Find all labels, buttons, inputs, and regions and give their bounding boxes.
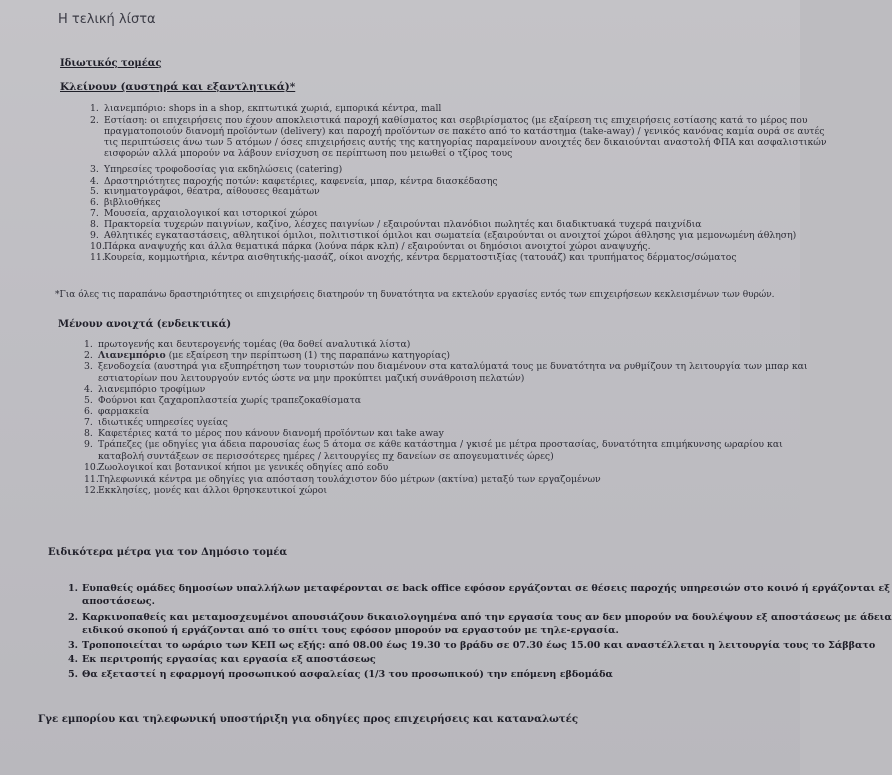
list-item-text: Τηλεφωνικά κέντρα με οδηγίες για απόσταση τουλάχιστον δύο μέτρων (ακτίνα) μεταξύ των εργαζομένων: [98, 474, 601, 485]
list-item: [68, 654, 376, 665]
public-sector-heading: Ειδικότερα μέτρα για τον Δημόσιο τομέα: [48, 547, 288, 558]
list-item-text: (με εξαίρεση την περίπτωση (1) της παραπάνω κατηγορίας): [165, 350, 451, 361]
list-item-text: τις περιπτώσεις άνω των 5 ατόμων / όσες επιχειρήσεις αυτής της κατηγορίας παραμείνουν ανοιχτές δεν δικαιούνται αναστολή ΦΠΑ και ασφαλιστικών: [104, 137, 827, 148]
list-item-text: Πάρκα αναψυχής και άλλα θεματικά πάρκα (λούνα πάρκ κλπ) / εξαιρούνται οι δημόσιοι ανοιχτοί χώροι αναψυχής.: [104, 241, 651, 252]
list-item-number: 9.: [90, 230, 99, 241]
list-item-number: 2.: [84, 350, 93, 361]
list-item-bold-prefix: Λιανεμπόριο: [98, 350, 166, 361]
list-item-text: Εκ περιτροπής εργασίας και εργασία εξ αποστάσεως: [82, 654, 376, 665]
list-item: [68, 640, 875, 651]
list-item-number: 3.: [68, 640, 79, 651]
list-item-number: 2.: [90, 115, 99, 126]
list-item: [104, 137, 827, 148]
footnote: *Για όλες τις παραπάνω δραστηριότητες οι επιχειρήσεις διατηρούν τη δυνατότητα να εκτελούν εργασίες εντός των επιχειρήσεων κεκλεισμένων των θυρών.: [55, 290, 775, 300]
closed-heading: Κλείνουν (αυστηρά και εξαντλητικά)*: [60, 81, 296, 93]
list-item: [82, 625, 619, 636]
list-item: [68, 583, 890, 594]
list-item-number: 1.: [90, 103, 99, 114]
list-item-text: ιδιωτικές υπηρεσίες υγείας: [98, 417, 228, 428]
list-item-number: 10.: [84, 462, 99, 473]
list-item: [84, 439, 783, 450]
list-item-number: 12.: [84, 485, 99, 496]
list-item-text: πρωτογενής και δευτερογενής τομέας (θα δοθεί αναλυτικά λίστα): [98, 339, 411, 350]
list-item-number: 1.: [68, 583, 79, 594]
list-item-number: 5.: [90, 186, 99, 197]
list-item-text: Κουρεία, κομμωτήρια, κέντρα αισθητικής-μασάζ, οίκοι ανοχής, κέντρα δερματοστιξίας (τατουάζ) και τρυπήματος δέρματος/σώματος: [104, 252, 737, 263]
list-item: [104, 148, 512, 159]
list-item-number: 7.: [84, 417, 93, 428]
list-item-text: Ευπαθείς ομάδες δημοσίων υπαλλήλων μεταφέρονται σε back office εφόσον εργάζονται σε θέσεις παροχής υπηρεσιών στο κοινό ή εργάζονται εξ: [82, 583, 890, 594]
list-item-number: 11.: [90, 252, 105, 263]
list-item: [104, 126, 824, 137]
page-title: Η τελική λίστα: [58, 12, 156, 27]
list-item-text: εισφορών αλλά μπορούν να λάβουν ενίσχυση σε περίπτωση που μειωθεί ο τζίρος τους: [104, 148, 513, 159]
list-item-text: Εστίαση: οι επιχειρήσεις που έχουν αποκλειστικά παροχή καθίσματος και σερβιρίσματος (με εξαίρεση τις επιχειρήσεις εστίασης κατά το μέρος που: [104, 115, 808, 126]
private-sector-heading: Ιδιωτικός τομέας: [60, 58, 162, 69]
list-item: [90, 252, 737, 263]
list-item-text: ειδικού σκοπού ή εργάζονται από το σπίτι τους εφόσον μπορούν να εργαστούν με τηλε-εργασία.: [82, 625, 619, 636]
list-item-text: Πρακτορεία τυχερών παιγνίων, καζίνο, λέσχες παιγνίων / εξαιρούνται πλανόδιοι πωλητές και διαδικτυακά τυχερά παιχνίδια: [104, 219, 702, 230]
list-item-text: Τροποποιείται το ωράριο των ΚΕΠ ως εξής: από 08.00 έως 19.30 το βράδυ σε 07.30 έως 15.00 και αναστέλλεται η λειτουργία τους το Σάββατο: [82, 640, 876, 651]
open-heading: Μένουν ανοιχτά (ενδεικτικά): [58, 319, 232, 330]
list-item: [90, 164, 342, 175]
list-item-text: ξενοδοχεία (αυστηρά για εξυπηρέτηση των τουριστών που διαμένουν στα καταλύματά τους με δυνατότητα να ρυθμίζουν τη λειτουργία των μπαρ και: [98, 361, 808, 372]
list-item: [90, 208, 318, 219]
list-item: [84, 474, 601, 485]
list-item-number: 1.: [84, 339, 93, 350]
list-item: [84, 384, 205, 395]
list-item-number: 4.: [84, 384, 93, 395]
list-item-text: φαρμακεία: [98, 406, 150, 417]
list-item-number: 3.: [90, 164, 99, 175]
list-item: [68, 612, 892, 623]
list-item: [90, 241, 651, 252]
list-item-number: 7.: [90, 208, 99, 219]
list-item-text: Ζωολογικοί και βοτανικοί κήποι με γενικές οδηγίες από εοδυ: [98, 462, 389, 473]
list-item-number: 4.: [68, 654, 79, 665]
list-item: [84, 485, 327, 496]
list-item-number: 3.: [84, 361, 93, 372]
list-item-text: εστιατορίων που λειτουργούν εντός ώστε να μην προκύπτει μαζική συνάθροιση πελατών): [98, 373, 525, 384]
list-item-text: Δραστηριότητες παροχής ποτών: καφετέριες, καφενεία, μπαρ, κέντρα διασκέδασης: [104, 176, 498, 187]
list-item: [84, 350, 450, 361]
list-item-number: 4.: [90, 176, 99, 187]
list-item-text: Φούρνοι και ζαχαροπλαστεία χωρίς τραπεζοκαθίσματα: [98, 395, 361, 406]
list-item-number: 11.: [84, 474, 99, 485]
list-item: [90, 103, 441, 114]
list-item: [98, 373, 524, 384]
list-item: [84, 417, 228, 428]
list-item: [90, 230, 796, 241]
list-item-number: 5.: [84, 395, 93, 406]
list-item: [90, 186, 320, 197]
list-item-text: λιανεμπόριο: shops in a shop, εκπτωτικά χωριά, εμπορικά κέντρα, mall: [104, 103, 442, 114]
list-item: [90, 115, 808, 126]
list-item-text: Θα εξεταστεί η εφαρμογή προσωπικού ασφαλείας (1/3 του προσωπικού) την επόμενη εβδομάδα: [82, 669, 613, 680]
list-item: [84, 462, 388, 473]
list-item-text: Μουσεία, αρχαιολογικοί και ιστορικοί χώροι: [104, 208, 318, 219]
list-item-text: λιανεμπόριο τροφίμων: [98, 384, 206, 395]
list-item-text: Καφετέριες κατά το μέρος που κάνουν διανομή προϊόντων και take away: [98, 428, 444, 439]
list-item: [84, 361, 808, 372]
list-item-number: 5.: [68, 669, 79, 680]
list-item: [84, 428, 444, 439]
list-item: [90, 219, 702, 230]
list-item-text: Τράπεζες (με οδηγίες για άδεια παρουσίας έως 5 άτομα σε κάθε κατάστημα / γκισέ με μέτρα προστασίας, δυνατότητα επιμήκυνσης ωραρίου και: [98, 439, 783, 450]
list-item: [82, 596, 155, 607]
list-item-text: κινηματογράφοι, θέατρα, αίθουσες θεαμάτων: [104, 186, 320, 197]
closing-line: Γγε εμπορίου και τηλεφωνική υποστήριξη για οδηγίες προς επιχειρήσεις και καταναλωτές: [38, 713, 579, 725]
list-item-text: βιβλιοθήκες: [104, 197, 161, 208]
list-item-number: 8.: [84, 428, 93, 439]
list-item-text: πραγματοποιούν διανομή προϊόντων (delivery) και παροχή προϊόντων σε πακέτο από το κατάστημα (take-away) / γενικός κανόνας καμία ουρά σε αυτές: [104, 126, 825, 137]
list-item-number: 8.: [90, 219, 99, 230]
list-item: [84, 339, 410, 350]
list-item: [90, 197, 161, 208]
list-item-text: Καρκινοπαθείς και μεταμοσχευμένοι απουσιάζουν δικαιολογημένα από την εργασία τους αν δεν μπορούν να δουλέψουν εξ αποστάσεως με άδεια: [82, 612, 892, 623]
list-item-number: 6.: [90, 197, 99, 208]
list-item: [84, 395, 361, 406]
list-item-text: Εκκλησίες, μονές και άλλοι θρησκευτικοί χώροι: [98, 485, 327, 496]
list-item-text: Υπηρεσίες τροφοδοσίας για εκδηλώσεις (catering): [104, 164, 343, 175]
list-item: [68, 669, 613, 680]
list-item-number: 2.: [68, 612, 79, 623]
list-item: [84, 406, 149, 417]
list-item-text: αποστάσεως.: [82, 596, 155, 607]
list-item-text: καταβολή συντάξεων σε περισσότερες ημέρες / λειτουργίες πχ δανείων σε απογευματινές ώρες): [98, 451, 554, 462]
list-item-number: 10.: [90, 241, 105, 252]
list-item-text: Αθλητικές εγκαταστάσεις, αθλητικοί όμιλοι, πολιτιστικοί όμιλοι και σωματεία (εξαιρούνται οι ανοιχτοί χώροι άθλησης για μεμονωμένη άθληση): [104, 230, 797, 241]
list-item-number: 6.: [84, 406, 93, 417]
list-item-number: 9.: [84, 439, 93, 450]
list-item: [98, 451, 554, 462]
